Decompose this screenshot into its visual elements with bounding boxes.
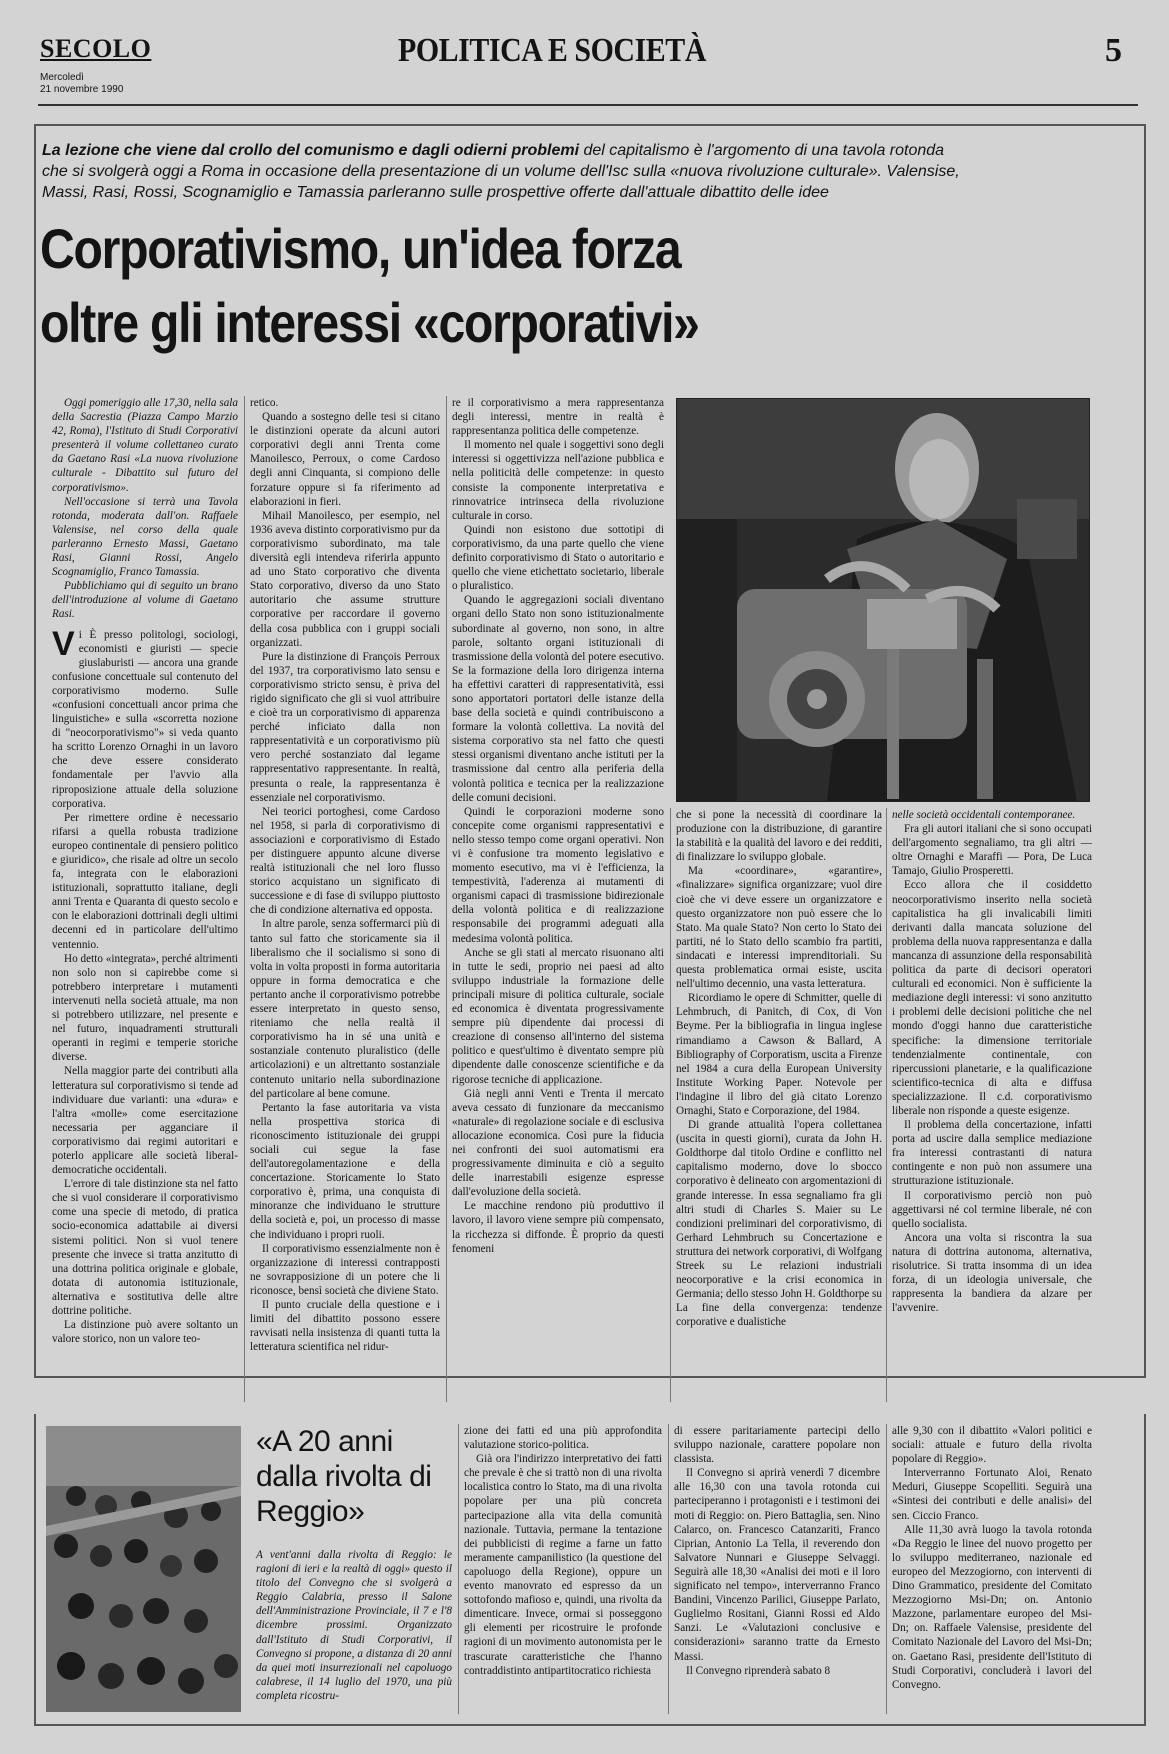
- newspaper-brand: SECOLO: [40, 34, 152, 63]
- column-divider: [458, 1424, 459, 1714]
- body-paragraph: Il problema della concertazione, infatti porta ad uscire dalla semplice mediazione fra interessi contrastanti di natura contingente e non può non assumere una strutturazione istituzionale.: [892, 1119, 1092, 1188]
- masthead-rule: [38, 104, 1138, 106]
- body-paragraph: zione dei fatti ed una più approfondita valutazione storico-politica.: [464, 1425, 662, 1452]
- column-divider: [886, 1424, 887, 1714]
- body-paragraph: Nella maggior parte dei contributi alla letteratura sul corporativismo si tende ad individuare due varianti: una «dura» e l'altra «molle» come esercitazione necessaria per agganciare il corporativismo dai regimi autoritari e poterlo applicare alle società liberal-democratiche occidentali.: [52, 1065, 238, 1177]
- body-paragraph: Ho detto «integrata», perché altrimenti non solo non si capirebbe come si potrebbero interpretare i mutamenti intervenuti nella società attuale, ma non si potrebbero utilizzare, nel presente e nel futuro, inquadramenti strutturali operanti in regimi e temperie storiche diverse.: [52, 952, 238, 1064]
- body-paragraph: Il corporativismo essenzialmente non è organizzazione di interessi contrapposti ne sovrapposizione di un potere che li riconosce, bensì società che diviene Stato.: [250, 1242, 440, 1297]
- column-divider: [886, 808, 887, 1402]
- kicker-bold: La lezione che viene dal crollo del comunismo e dagli odierni problemi: [42, 142, 580, 159]
- column-divider: [244, 396, 245, 1402]
- issue-weekday: Mercoledì: [40, 72, 84, 83]
- article-column-3: [452, 396, 664, 1256]
- article-column-4: [676, 808, 882, 1329]
- crowd-illustration: [46, 1426, 241, 1712]
- column-divider: [668, 1424, 669, 1714]
- kicker: [42, 140, 962, 203]
- column-divider: [446, 396, 447, 1402]
- page-number: 5: [1105, 32, 1122, 69]
- article-column-5: [892, 808, 1092, 1315]
- body-paragraph: che si pone la necessità di coordinare la produzione con la distribuzione, di garantire la stabilità e la qualità del lavoro e dei redditi, di finalizzare lo sviluppo globale.: [676, 809, 882, 864]
- body-paragraph: re il corporativismo a mera rappresentanza degli interessi, mentre in realtà è rappresentanza politica delle competenze.: [452, 397, 664, 438]
- body-paragraph: Anche se gli stati al mercato risuonano alti in tutte le sedi, proprio nei paesi ad alto sviluppo industriale la formazione delle principali misure di politica culturale, sociale ed economica è diventata progressivamente sempre più dipendente dai processi di creazione di consenso all'interno del sistema politico e quest'ultimo è diventato sempre più dipendente dalle conoscenze scientifiche e da rigorose tecniche di applicazione.: [452, 946, 664, 1086]
- body-paragraph: Nei teorici portoghesi, come Cardoso nel 1958, si parla di corporativismo di associazioni e corporativismo di Estado per distinguere appunto alcune diverse realtà istituzionali che nel loro flusso storico acquistano un significato di successione e di fase di sviluppo piuttosto che di condizione alternativa ed opposta.: [250, 805, 440, 917]
- body-paragraph: Pure la distinzione di François Perroux del 1937, tra corporativismo lato sensu e corporativismo stricto sensu, è priva del rigido significato che gli si vuol attribuire e cioè tra un corporativismo di apparenza perché inficiato dalla non rappresentatività e un corporativismo più vero perché sostanziato dal legame rappresentativo rappresentante. In realtà, presunta o reale, la rappresentanza è essenziale nel corporativismo.: [250, 650, 440, 804]
- reggio-column-2: [464, 1424, 662, 1678]
- reggio-lead: A vent'anni dalla rivolta di Reggio: le ragioni di ieri e la realtà di oggi» questo il titolo del Convegno che si svolgerà a Reggio Calabria, presso il Salone dell'Amministrazione Provinciale, il 7 e l'8 dicembre prossimi. Organizzato dall'Istituto di Studi Corporativi, il Convegno si propone, a distanza di 20 anni da quei moti insurrezionali nel capoluogo calabrese, il 14 luglio del 1970, una più completa ricostru-: [256, 1549, 452, 1702]
- body-paragraph: retico.: [250, 397, 279, 409]
- body-paragraph: Il punto cruciale della questione e i limiti del dibattito possono essere ravvisati nella insistenza di quanti tutta la letteratura scientifica nel ridur-: [250, 1299, 440, 1354]
- body-paragraph: di essere paritariamente partecipi dello sviluppo nazionale, carattere popolare non classista.: [674, 1425, 880, 1466]
- body-paragraph: Ancora una volta si riscontra la sua natura di dottrina autonoma, alternativa, risolutrice. Si tratta insomma di un idea forza, di un ideologia universale, che rappresenta la bandiera da alzare per l'avvenire.: [892, 1231, 1092, 1315]
- intro-paragraph: Pubblichiamo qui di seguito un brano dell'introduzione al volume di Gaetano Rasi.: [52, 580, 238, 621]
- column-divider: [670, 808, 671, 1402]
- body-paragraph: Di grande attualità l'opera collettanea (uscita in questi giorni), curata da John H. Goldthorpe dal titolo Ordine e conflitto nel capitalismo moderno, dove lo sbocco corporativo è delineato con argomentazioni di grande interesse. In essa segnaliamo fra gli altri studi di Charles S. Maier su Le condizioni preliminari del corporativismo, di Gerhard Lehmbruch su Concertazione e struttura dei network corporativi, di Wolfgang Streek su Le relazioni industriali neocorporative e la crisi economica in Germania; dello stesso John H. Goldthorpe su La fine della convergenza: tendenze corporative e dualistiche: [676, 1119, 883, 1329]
- reggio-headline: «A 20 anni dalla rivolta di Reggio»: [256, 1425, 432, 1528]
- body-paragraph: Alle 11,30 avrà luogo la tavola rotonda «Da Reggio le linee del nuovo progetto per lo sviluppo mediterraneo, nazionale ed europeo del Mezzogiorno, con interventi di Dino Grammatico, presidente del Comitato Mezzogiorno Msi-Dn; on. Antonio Mazzone, parlamentare europeo del Msi-Dn; on. Raffaele Valensise, presidente del Comitato Nazionale del Lavoro del Msi-Dn; on. Gaetano Rasi, presidente dell'Istituto di Studi Corporativi, concluderà i lavori del Convegno.: [892, 1523, 1092, 1691]
- section-title: POLITICA E SOCIETÀ: [398, 32, 706, 69]
- reggio-column-1: [256, 1548, 452, 1703]
- headline-line-1: Corporativismo, un'idea forza: [40, 217, 681, 280]
- body-paragraph: Le macchine rendono più produttivo il lavoro, il lavoro viene sempre più compensato, la ricchezza si diffonde. È proprio da questi fenomeni: [452, 1200, 664, 1255]
- body-paragraph: Quando a sostegno delle tesi si citano le distinzioni operate da alcuni autori corporativi degli anni Trenta come Manoilesco, Perroux, o come Cardoso degli anni Cinquanta, si compiono delle forzature oppure si fa riferimento ad elaborazioni in fieri.: [250, 411, 440, 508]
- issue-date: 21 novembre 1990: [40, 84, 124, 95]
- body-paragraph: Già ora l'indirizzo interpretativo dei fatti che prevale è che si trattò non di una rivolta localistica contro lo Stato, ma di una rivolta popolare per una più concreta partecipazione alla vita della comunità nazionale. Tuttavia, permane la tentazione dei pubblicisti di regime a farne un fatto meramente campanilistico (la questione del capoluogo della Regione), oppure un evento manovrato ed espresso da un sottofondo mafioso e, quindi, una rivolta da dimenticare. Invece, ormai si posseggono gli elementi per ricostruire le profonde ragioni di un movimento autonomista per le trascurate caratteristiche che l'hanno contraddistinto antipartitocratico richiesta: [464, 1453, 662, 1677]
- body-paragraph: Ricordiamo le opere di Schmitter, quelle di Lehmbruch, di Panitch, di Cox, di Von Beyme. Per la bibliografia in lingua inglese rimandiamo a Cawson & Ballard, A Bibliography of Corporatism, uscita a Firenze nel 1984 a cura della European University Institute Working Paper. Notevole per l'indagine il libro del già citato Lorenzo Ornaghi, Stato e Corporazione, del 1984.: [676, 992, 882, 1117]
- body-paragraph: Per rimettere ordine è necessario rifarsi a quella robusta tradizione europeo continentale di pensiero politico e giuridico», che risale ad oltre un secolo fa, integrata con le elaborazioni istituzionali, soprattutto italiane, degli anni Trenta e Quaranta di questo secolo e con le elaborazioni dottrinali degli ultimi decenni ed in particolare dell'ultimo ventennio.: [52, 811, 238, 951]
- body-paragraph: In altre parole, senza soffermarci più di tanto sul fatto che storicamente sia il liberalismo che il socialismo si sono di volta in volta proposti in forma autoritaria oppure in forma democratica e che pertanto anche il corporativismo potrebbe essere interpretato in questo senso, riteniamo che nella realtà il corporativismo ha in sé una unità e sostanziale contenuto pluralistico (delle articolazioni) e un altrettanto sostanziale contenuto unitario nella subordinazione del particolare al bene comune.: [250, 918, 440, 1100]
- kicker-rest: del capitalismo è l'argomento di una tavola rotonda che si svolgerà oggi a Roma in occasione della presentazione di un volume dell'Isc sulla «nuova rivoluzione culturale». Valensise, Massi, Rasi, Rossi, Scognamiglio e Tamassia parleranno sulle prospettive offerte dall'attuale dibattito delle idee: [42, 142, 960, 201]
- body-paragraph: [52, 624, 238, 811]
- body-paragraph: Quindi le corporazioni moderne sono concepite come organismi rappresentativi e nello stesso tempo come organi operativi. Non vi è confusione tra momento legislativo e momento esecutivo, ma vi è l'efficienza, la tempestività, l'aderenza ai mutamenti di organismi capaci di trasmissione bidirezionale della volontà politica e di realizzazione responsabile dei programmi adeguati alla medesima volontà politica.: [452, 805, 664, 945]
- body-paragraph: Fra gli autori italiani che si sono occupati dell'argomento segnaliamo, tra gli altri — oltre Ornaghi e Maraffi — Pora, De Luca Tamajo, Giulio Prosperetti.: [892, 823, 1092, 878]
- photo-illustration: [677, 399, 1089, 801]
- body-paragraph: Interverranno Fortunato Aloi, Renato Meduri, Giuseppe Scopelliti. Seguirà una «Sintesi dei contributi e delle analisi» del sen. Ciccio Franco.: [892, 1467, 1092, 1522]
- body-paragraph: Il corporativismo perciò non può aggettivarsi né col termine liberale, né con quello socialista.: [892, 1189, 1092, 1230]
- crowd-photo: [46, 1426, 241, 1712]
- body-paragraph: alle 9,30 con il dibattito «Valori politici e sociali: attuale e futuro della rivolta popolare di Reggio».: [892, 1425, 1092, 1466]
- body-paragraph: Mihail Manoilesco, per esempio, nel 1936 aveva distinto corporativismo pur da corporativismo subordinato, ma tale diversità egli intendeva riferirla appunto ad uno Stato corporativo che diventa Stato corporativo, diverso da uno Stato autoritario che assume strutture corporative per raccordare il governo della cosa pubblica con i gruppi sociali organizzati.: [250, 509, 440, 649]
- body-paragraph: Quando le aggregazioni sociali diventano organi dello Stato non sono istituzionalmente subordinate al governo, non sono, in altre parole, soltanto organi istituzionali di trasmissione della volontà del potere esecutivo. Se la formazione della loro dirigenza interna ha effettivi caratteri di rappresentatività, essi sono apportatori portatori delle istanze della base della società e quindi contribuiscono a formare la volontà collettiva. La novità del sistema corporativo sta nel fatto che questi stessi organismi diventano anche istituti per la trasmissione dal centro alla periferia della volontà politica e tecnica per la realizzazione delle comuni decisioni.: [452, 594, 664, 804]
- body-paragraph: Pertanto la fase autoritaria va vista nella prospettiva storica di riconoscimento istituzionale dei gruppi sociali cui segue la fase dell'autoregolamentazione e della concertazione. Storicamente lo Stato corporativo è, prima, una conquista di minoranze che individuano le strutture della società e, poi, un processo di masse che individuano i propri ruoli.: [250, 1101, 440, 1241]
- mechanic-photo: [676, 398, 1090, 802]
- body-paragraph: Ecco allora che il cosiddetto neocorporativismo inserito nella società capitalistica ha gli invalicabili limiti derivanti dalla mancata soluzione del problema della nuova rappresentanza e dalla mancanza di assunzione della responsabilità politica da parte di decisori operatori culturali ed economici. Non è sufficiente la mediazione degli interessi: vi sono anzitutto i problemi delle decisioni politiche che nel mondo d'oggi hanno due caratteristiche specifiche: la dimensione territoriale tendenzialmente continentale, con ripercussioni planetarie, e la qualificazione scientifico-tecnica di alta e diffusa specializzazione. Il c.d. corporativismo liberale non risponde a queste esigenze.: [892, 879, 1092, 1117]
- body-paragraph: Quindi non esistono due sottotipi di corporativismo, da una parte quello che viene definito corporativismo di Stato o autoritario e quello che viene etichettato societario, liberale o pluralistico.: [452, 523, 664, 593]
- headline-line-2: oltre gli interessi «corporativi»: [40, 291, 699, 354]
- intro-paragraph: Nell'occasione si terrà una Tavola rotonda, moderata dall'on. Raffaele Valensise, nel corso della quale parleranno Ernesto Massi, Gaetano Rasi, Gianni Rossi, Angelo Scognamiglio, Franco Tamassia.: [52, 495, 238, 579]
- body-paragraph: Il Convegno si aprirà venerdì 7 dicembre alle 16,30 con una tavola rotonda cui parteciperanno i protagonisti e i testimoni dei moti di Reggio: on. Piero Battaglia, sen. Nino Calarco, on. Francesco Catanzariti, Franco Ciprian, Antonio La Tella, il reverendo don Salvatore Nunnari e Giuseppe Selvaggi. Seguirà alle 18,30 «Analisi dei moti e il loro significato nel tempo», interverranno Franco Bandini, Vincenzo Parilici, Giuseppe Parlato, Guglielmo Rositani, Gianni Rossi ed Aldo Sanzi. Le «Valutazioni conclusive e considerazioni» saranno tratte da Ernesto Massi.: [674, 1467, 880, 1663]
- masthead: [38, 28, 1138, 100]
- headline: [40, 212, 969, 360]
- body-paragraph: La distinzione può avere soltanto un valore storico, non un valore teo-: [52, 1319, 238, 1346]
- reggio-column-3: [674, 1424, 880, 1678]
- body-paragraph: nelle società occidentali contemporanee.: [892, 809, 1076, 821]
- reggio-column-4: [892, 1424, 1092, 1692]
- body-paragraph: Ma «coordinare», «garantire», «finalizzare» significa organizzare; vuol dire cioè che vi deve essere un organizzatore e questo organizzatore non può essere che lo Stato. Ma quale Stato? Non certo lo Stato dei partiti, né lo Stato dello scambio fra partiti, sindacati e interessi imprenditoriali. Su questa problematica ormai esiste, uscita nell'ultimo decennio, una vasta letteratura.: [676, 865, 882, 991]
- body-paragraph: Il Convegno riprenderà sabato 8: [686, 1664, 831, 1677]
- body-paragraph: L'errore di tale distinzione sta nel fatto che si vuol considerare il corporativismo come una specie di metodo, di pratica socio-economica adattabile ai diversi sistemi politici. Non si vuol tenere presente che invece si tratta anzitutto di una dottrina politica originale e globale, dotata di autonomia istituzionale, alternativa e sostitutiva delle altre dottrine politiche.: [52, 1178, 238, 1317]
- intro-paragraph: Oggi pomeriggio alle 17,30, nella sala della Sacrestia (Piazza Campo Marzio 42, Roma), l'Istituto di Studi Corporativi presenterà il volume collettaneo curato da Gaetano Rasi «La nuova rivoluzione culturale - Dibattito sul futuro del corporativismo».: [52, 397, 238, 494]
- article-column-1: [52, 396, 238, 1346]
- body-paragraph: Già negli anni Venti e Trenta il mercato aveva cessato di funzionare da meccanismo «naturale» di regolazione sociale e di esclusiva allocazione economica. Così pure la fiducia nei confronti dei suoi automatismi era progressivamente diminuita e ciò a seguito delle inarrestabili esigenze espresse dall'evoluzione della società.: [452, 1087, 664, 1199]
- dropcap: V: [52, 624, 75, 663]
- article-column-2: [250, 396, 440, 1354]
- body-paragraph: Il momento nel quale i soggettivi sono degli interessi si oggettivizza nell'azione pubblica e nella politicità delle competenze: in questo consiste la componente interpretativa e rinnovatrice intrinseca della rivoluzione culturale in corso.: [452, 439, 664, 522]
- body-text: i È presso politologi, sociologi, economisti e giuristi — specie giuslaburisti — ancora una grande confusione concettuale sul contenuto del corporativismo moderno. Sulle «confusioni concettuali ancor prima che linguistiche» e sulla «scorretta nozione di "neocorporativismo"» si veda quanto ha scritto Lorenzo Ornaghi in un lavoro che deve essere considerato fondamentale per l'avvio alla riproposizione attuale della soluzione corporativa.: [52, 628, 238, 810]
